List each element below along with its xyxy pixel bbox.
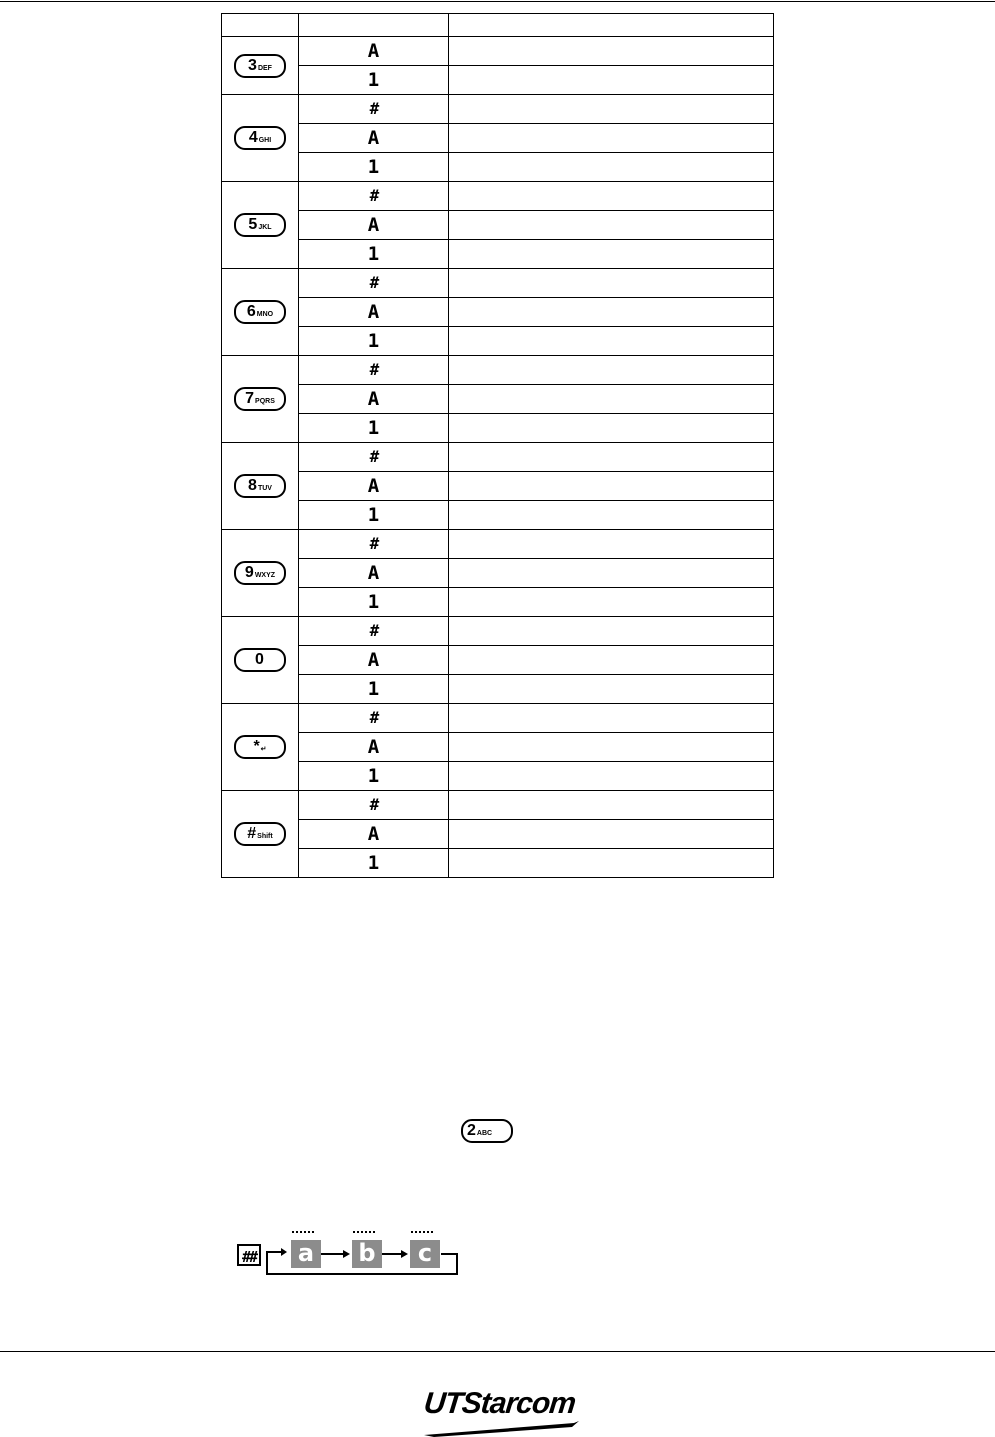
alpha-mode-icon: A — [367, 126, 380, 149]
numeric-mode-icon: 1 — [367, 764, 380, 787]
description-cell — [449, 240, 774, 269]
description-cell — [449, 414, 774, 443]
alpha-mode-icon: A — [367, 213, 380, 236]
key-cell — [222, 95, 299, 182]
letter-cycle-diagram — [237, 1228, 467, 1278]
table-row — [222, 269, 774, 298]
mode-cell — [299, 646, 449, 675]
key-cell — [222, 443, 299, 530]
mode-cell — [299, 501, 449, 530]
table-row — [222, 791, 774, 820]
symbol-mode-icon: # — [369, 360, 378, 379]
numeric-mode-icon: 1 — [367, 503, 380, 526]
mode-cell — [299, 472, 449, 501]
logo-wordmark: UTStarcom — [422, 1387, 577, 1420]
numeric-mode-icon: 1 — [367, 851, 380, 874]
mode-cell — [299, 617, 449, 646]
cycle-letter-a: a — [291, 1240, 321, 1268]
mode-cell — [299, 95, 449, 124]
mode-cell — [299, 588, 449, 617]
table-row — [222, 733, 774, 762]
description-cell — [449, 66, 774, 95]
description-cell — [449, 182, 774, 211]
table-row — [222, 559, 774, 588]
mode-cell — [299, 733, 449, 762]
description-cell — [449, 675, 774, 704]
key-cell — [222, 182, 299, 269]
table-row — [222, 182, 774, 211]
table-row — [222, 356, 774, 385]
mode-cell — [299, 820, 449, 849]
symbol-mode-icon: # — [369, 621, 378, 640]
table-row — [222, 298, 774, 327]
top-rule — [0, 1, 995, 2]
key-mode-table — [221, 13, 774, 878]
mode-cell — [299, 704, 449, 733]
key-cell — [222, 269, 299, 356]
description-cell — [449, 704, 774, 733]
symbol-mode-icon: # — [369, 795, 378, 814]
logo-swoosh — [424, 1421, 584, 1437]
table-row — [222, 443, 774, 472]
mode-cell — [299, 66, 449, 95]
table-row — [222, 849, 774, 878]
numeric-mode-icon: 1 — [367, 416, 380, 439]
numeric-mode-icon: 1 — [367, 590, 380, 613]
key-cell — [222, 530, 299, 617]
description-cell — [449, 211, 774, 240]
keypad-key-icon: 8TUV — [234, 474, 286, 498]
description-cell — [449, 559, 774, 588]
description-cell — [449, 530, 774, 559]
keypad-key-icon: 4GHI — [234, 126, 286, 150]
table-row — [222, 211, 774, 240]
numeric-mode-icon: 1 — [367, 68, 380, 91]
keypad-key-icon: 3DEF — [234, 54, 286, 78]
alpha-mode-icon: A — [367, 39, 380, 62]
table-row — [222, 472, 774, 501]
utstarcom-logo — [424, 1387, 584, 1437]
table-row — [222, 124, 774, 153]
mode-cell — [299, 385, 449, 414]
mode-cell — [299, 791, 449, 820]
description-cell — [449, 646, 774, 675]
mode-cell — [299, 298, 449, 327]
description-cell — [449, 501, 774, 530]
table-row — [222, 588, 774, 617]
alpha-mode-icon: A — [367, 474, 380, 497]
description-cell — [449, 849, 774, 878]
mode-cell — [299, 762, 449, 791]
mode-cell — [299, 414, 449, 443]
description-cell — [449, 443, 774, 472]
description-cell — [449, 95, 774, 124]
mode-cell — [299, 124, 449, 153]
mode-cell — [299, 356, 449, 385]
description-cell — [449, 124, 774, 153]
symbol-mode-icon: # — [369, 708, 378, 727]
keypad-key-icon: #Shift — [234, 822, 286, 846]
description-cell — [449, 385, 774, 414]
symbol-mode-icon: # — [369, 534, 378, 553]
symbol-mode-icon: # — [369, 273, 378, 292]
bottom-rule — [0, 1351, 995, 1352]
mode-cell — [299, 153, 449, 182]
alpha-mode-icon: A — [367, 648, 380, 671]
alpha-mode-icon: A — [367, 822, 380, 845]
key-2-abc-icon: 2ABC — [461, 1119, 513, 1143]
mode-cell — [299, 182, 449, 211]
description-cell — [449, 153, 774, 182]
description-cell — [449, 269, 774, 298]
table-row — [222, 501, 774, 530]
description-cell — [449, 588, 774, 617]
mode-cell — [299, 211, 449, 240]
keypad-key-icon: *↵ — [234, 735, 286, 759]
alpha-mode-icon: A — [367, 387, 380, 410]
table-row — [222, 327, 774, 356]
key-cell — [222, 791, 299, 878]
mode-cell — [299, 37, 449, 66]
symbol-mode-icon: # — [369, 186, 378, 205]
table-row — [222, 37, 774, 66]
description-cell — [449, 356, 774, 385]
table-row — [222, 66, 774, 95]
alpha-mode-icon: A — [367, 561, 380, 584]
keypad-key-icon: 5JKL — [234, 213, 286, 237]
table-row — [222, 240, 774, 269]
mode-cell — [299, 530, 449, 559]
description-cell — [449, 472, 774, 501]
header-cell-mode — [299, 14, 449, 37]
table-row — [222, 95, 774, 124]
description-cell — [449, 733, 774, 762]
numeric-mode-icon: 1 — [367, 242, 380, 265]
key-cell — [222, 704, 299, 791]
alpha-mode-icon: A — [367, 300, 380, 323]
table-header-row — [222, 14, 774, 37]
cycle-tick — [411, 1231, 433, 1235]
mode-cell — [299, 849, 449, 878]
key-cell — [222, 356, 299, 443]
table-row — [222, 646, 774, 675]
table-row — [222, 617, 774, 646]
numeric-mode-icon: 1 — [367, 155, 380, 178]
table-row — [222, 762, 774, 791]
mode-cell — [299, 327, 449, 356]
mode-cell — [299, 240, 449, 269]
table-row — [222, 530, 774, 559]
header-cell-key — [222, 14, 299, 37]
symbol-mode-icon: # — [369, 447, 378, 466]
table-row — [222, 414, 774, 443]
hash-mode-icon: ## — [237, 1244, 261, 1266]
header-cell-description — [449, 14, 774, 37]
key-cell — [222, 617, 299, 704]
mode-cell — [299, 269, 449, 298]
description-cell — [449, 327, 774, 356]
cycle-tick — [353, 1231, 375, 1235]
mode-cell — [299, 559, 449, 588]
table-row — [222, 704, 774, 733]
mode-cell — [299, 443, 449, 472]
keypad-key-icon: 6MNO — [234, 300, 286, 324]
description-cell — [449, 617, 774, 646]
keypad-key-icon: 7PQRS — [234, 387, 286, 411]
numeric-mode-icon: 1 — [367, 677, 380, 700]
table-row — [222, 153, 774, 182]
keypad-key-icon: 9WXYZ — [234, 561, 286, 585]
cycle-letter-b: b — [352, 1240, 382, 1268]
numeric-mode-icon: 1 — [367, 329, 380, 352]
key-cell — [222, 37, 299, 95]
symbol-mode-icon: # — [369, 99, 378, 118]
description-cell — [449, 820, 774, 849]
table-row — [222, 675, 774, 704]
cycle-tick — [292, 1231, 314, 1235]
mode-cell — [299, 675, 449, 704]
description-cell — [449, 37, 774, 66]
alpha-mode-icon: A — [367, 735, 380, 758]
cycle-letter-c: c — [410, 1240, 440, 1268]
keypad-key-icon: 0 — [234, 648, 286, 672]
table-row — [222, 820, 774, 849]
description-cell — [449, 298, 774, 327]
table-row — [222, 385, 774, 414]
description-cell — [449, 791, 774, 820]
description-cell — [449, 762, 774, 791]
